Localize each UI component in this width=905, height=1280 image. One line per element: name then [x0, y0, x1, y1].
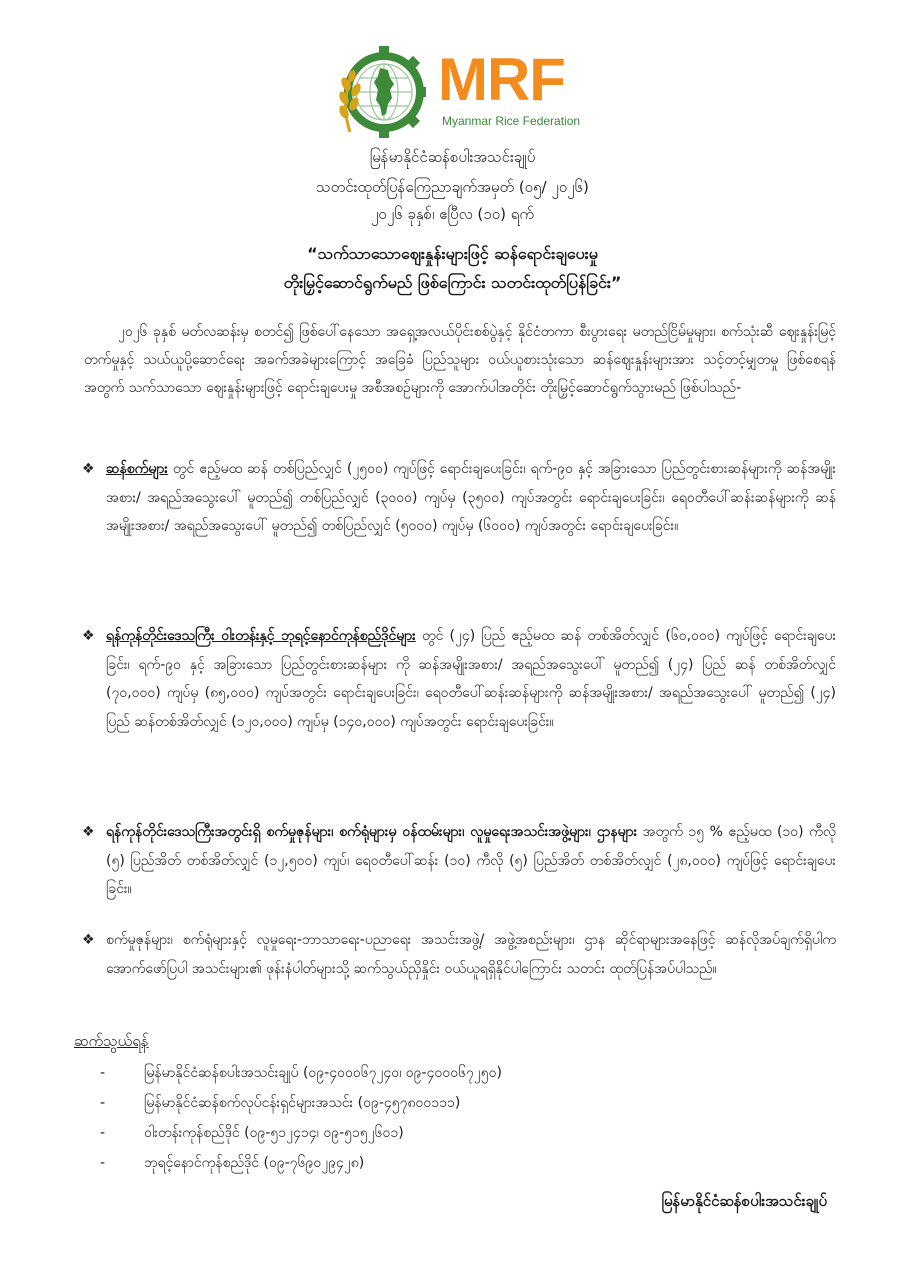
bullet-text: စက်မှုဇုန်များ၊ စက်ရုံများနှင့် လူမှုရေး-ဘာသာရေး-ပညာရေး အသင်းအဖွဲ့/ အဖွဲ့အစည်းများ၊ ဌာန ဆိုင်ရာများအနေဖြင့် ဆန်လိုအပ်ချက်ရှိပါက အောက်ဖော်ပြပါ အသင်းများ၏ ဖုန်းနံပါတ်များသို့ ဆက်သွယ်ညှိနှိုင်း ဝယ်ယူရရှိနိုင်ပါကြောင်း သတင်း ထုတ်ပြန်အပ်ပါသည်။	[106, 932, 836, 977]
bullet-rice-mills	[82, 455, 836, 541]
contact-item: - မြန်မာနိုင်ငံဆန်စပါးအသင်းချုပ် (၀၉-၄၀၀၀၆၇၂၄၀၊ ၀၉-၄၀၀၀၆၇၂၅၀)	[100, 1065, 502, 1081]
contact-item-text: ဘုရင့်နောင်ကုန်စည်ဒိုင် (၀၉-၇၆၉၀၂၉၄၂၈)	[144, 1155, 365, 1171]
headline-line-1: “သက်သာသောဈေးနှုန်းများဖြင့် ဆန်ရောင်းချပေးမှု	[307, 244, 598, 263]
bullet-lead: ရန်ကုန်တိုင်းဒေသကြီးအတွင်းရှိ စက်မှုဇုန်များ၊ စက်ရုံများမှ ဝန်ထမ်းများ၊ လူမှုရေးအသင်းအဖွဲ့များ၊ ဌာနများ	[106, 824, 638, 840]
bullet-text: တွင် (၂၄) ပြည် ဧည့်မထ ဆန် တစ်အိတ်လျှင် (၆၀,၀၀၀) ကျပ်ဖြင့် ရောင်းချပေးခြင်း၊ ရက်-၉၀ နှင့် အခြားသော ပြည်တွင်းစားဆန်များ ကို ဆန်အမျိုးအစား/ အရည်အသွေးပေါ် မူတည်၍ (၂၄) ပြည် ဆန် တစ်အိတ်လျှင် (၇၀,၀၀၀) ကျပ်မှ (၈၅,၀၀၀) ကျပ်အတွင်း ရောင်းချပေးခြင်း၊ ရေဝတီပေါ်ဆန်းဆန်များကို ဆန်အမျိုးအစား/ အရည်အသွေးပေါ် မူတည်၍ (၂၄) ပြည် ဆန်တစ်အိတ်လျှင် (၁၂၀,၀၀၀) ကျပ်မှ (၁၄၀,၀၀၀) ကျပ်အတွင်း ရောင်းချပေးခြင်း။	[106, 628, 836, 730]
bullet-text: အတွက် ၁၅ % ဧည့်မထ (၁၀) ကီလို (၅) ပြည်အိတ် တစ်အိတ်လျှင် (၁၂,၅၀၀) ကျပ်၊ ရေဝတီပေါ်ဆန်း (၁၀) ကီလို (၅) ပြည်အိတ် တစ်အိတ်လျှင် (၂၈,၀၀၀) ကျပ်ဖြင့် ရောင်းချပေးခြင်း။	[106, 824, 836, 897]
contact-item: - ဘုရင့်နောင်ကုန်စည်ဒိုင် (၀၉-၇၆၉၀၂၉၄၂၈)	[100, 1155, 365, 1171]
bullet-industrial-zones	[82, 818, 836, 904]
intro-paragraph: ၂၀၂၆ ခုနှစ် မတ်လဆန်းမှ စတင်၍ ဖြစ်ပေါ်နေသော အရှေ့အလယ်ပိုင်းစစ်ပွဲနှင့် နိုင်ငံတကာ စီးပွားရေး မတည်ငြိမ်မှုများ၊ စက်သုံးဆီ ဈေးနှုန်းမြင့်တက်မှုနှင့် သယ်ယူပို့ဆောင်ရေး အခက်အခဲများကြောင့် အခြေခံ ပြည်သူများ ဝယ်ယူစားသုံးသော ဆန်ဈေးနှုန်းများအား သင့်တင့်မျှတမှု ဖြစ်စေရန်အတွက် သက်သာသော ဈေးနှုန်းများဖြင့် ရောင်းချပေးမှု အစီအစဉ်များကို အောက်ပါအတိုင်း တိုးမြှင့်ဆောင်ရွက်သွားမည် ဖြစ်ပါသည်-	[84, 324, 836, 396]
diamond-bullet-icon: ❖	[82, 628, 95, 644]
diamond-bullet-icon: ❖	[82, 824, 95, 840]
bullet-contact-note	[82, 926, 836, 983]
contact-list	[100, 1058, 502, 1178]
contact-item: - မြန်မာနိုင်ငံဆန်စက်လုပ်ငန်းရှင်များအသင်း (၀၉-၄၅၇၈၀၀၁၁၁)	[100, 1095, 461, 1111]
headline-line-2: တိုးမြှင့်ဆောင်ရွက်မည် ဖြစ်ကြောင်း သတင်းထုတ်ပြန်ခြင်း”	[283, 273, 622, 292]
logo-subtitle: Myanmar Rice Federation	[442, 114, 581, 128]
mrf-logo	[330, 44, 580, 140]
bullet-text: တွင် ဧည့်မထ ဆန် တစ်ပြည်လျှင် (၂၅၀၀) ကျပ်ဖြင့် ရောင်းချပေးခြင်း၊ ရက်-၉၀ နှင့် အခြားသော ပြည်တွင်းစားဆန်များကို ဆန်အမျိုးအစား/ အရည်အသွေးပေါ် မူတည်၍ တစ်ပြည်လျှင် (၃၀၀၀) ကျပ်မှ (၃၅၀၀) ကျပ်အတွင်း ရောင်းချပေးခြင်း၊ ရေဝတီပေါ်ဆန်းဆန်များကို ဆန် အမျိုးအစား/ အရည်အသွေးပေါ် မူတည်၍ တစ်ပြည်လျှင် (၅၀၀၀) ကျပ်မှ (၆၀၀၀) ကျပ်အတွင်း ရောင်းချပေးခြင်း။	[106, 461, 836, 534]
contact-item-text: မြန်မာနိုင်ငံဆန်စက်လုပ်ငန်းရှင်များအသင်း (၀၉-၄၅၇၈၀၀၁၁၁)	[144, 1095, 461, 1111]
bullet-lead: ရန်ကုန်တိုင်းဒေသကြီး ဝါးတန်းနှင့် ဘုရင့်နောင်ကုန်စည်ဒိုင်များ	[106, 628, 416, 644]
contact-item: - ဝါးတန်းကုန်စည်ဒိုင် (၀၉-၅၁၂၄၁၄၊ ၀၉-၅၁၅၂၆၀၁)	[100, 1125, 404, 1141]
org-name: မြန်မာနိုင်ငံဆန်စပါးအသင်းချုပ်	[369, 148, 536, 166]
bullet-commodity-depots	[82, 622, 836, 736]
diamond-bullet-icon: ❖	[82, 461, 95, 477]
contact-item-text: ဝါးတန်းကုန်စည်ဒိုင် (၀၉-၅၁၂၄၁၄၊ ၀၉-၅၁၅၂၆၀၁)	[144, 1125, 404, 1141]
contact-heading: ဆက်သွယ်ရန်	[74, 1032, 149, 1050]
bullet-lead: ဆန်စက်များ	[106, 461, 168, 477]
globe-gear-rice-icon	[330, 44, 430, 140]
signature: မြန်မာနိုင်ငံဆန်စပါးအသင်းချုပ်	[661, 1192, 827, 1210]
contact-item-text: မြန်မာနိုင်ငံဆန်စပါးအသင်းချုပ် (၀၉-၄၀၀၀၆၇၂၄၀၊ ၀၉-၄၀၀၀၆၇၂၅၀)	[144, 1065, 502, 1081]
diamond-bullet-icon: ❖	[82, 932, 95, 948]
logo-wordmark: MRF	[438, 46, 565, 113]
notice-number: သတင်းထုတ်ပြန်ကြေညာချက်အမှတ် (၀၅/ ၂၀၂၆)	[316, 178, 589, 196]
notice-date: ၂၀၂၆ ခုနှစ်၊ ဧပြီလ (၁၀) ရက်	[370, 205, 535, 223]
